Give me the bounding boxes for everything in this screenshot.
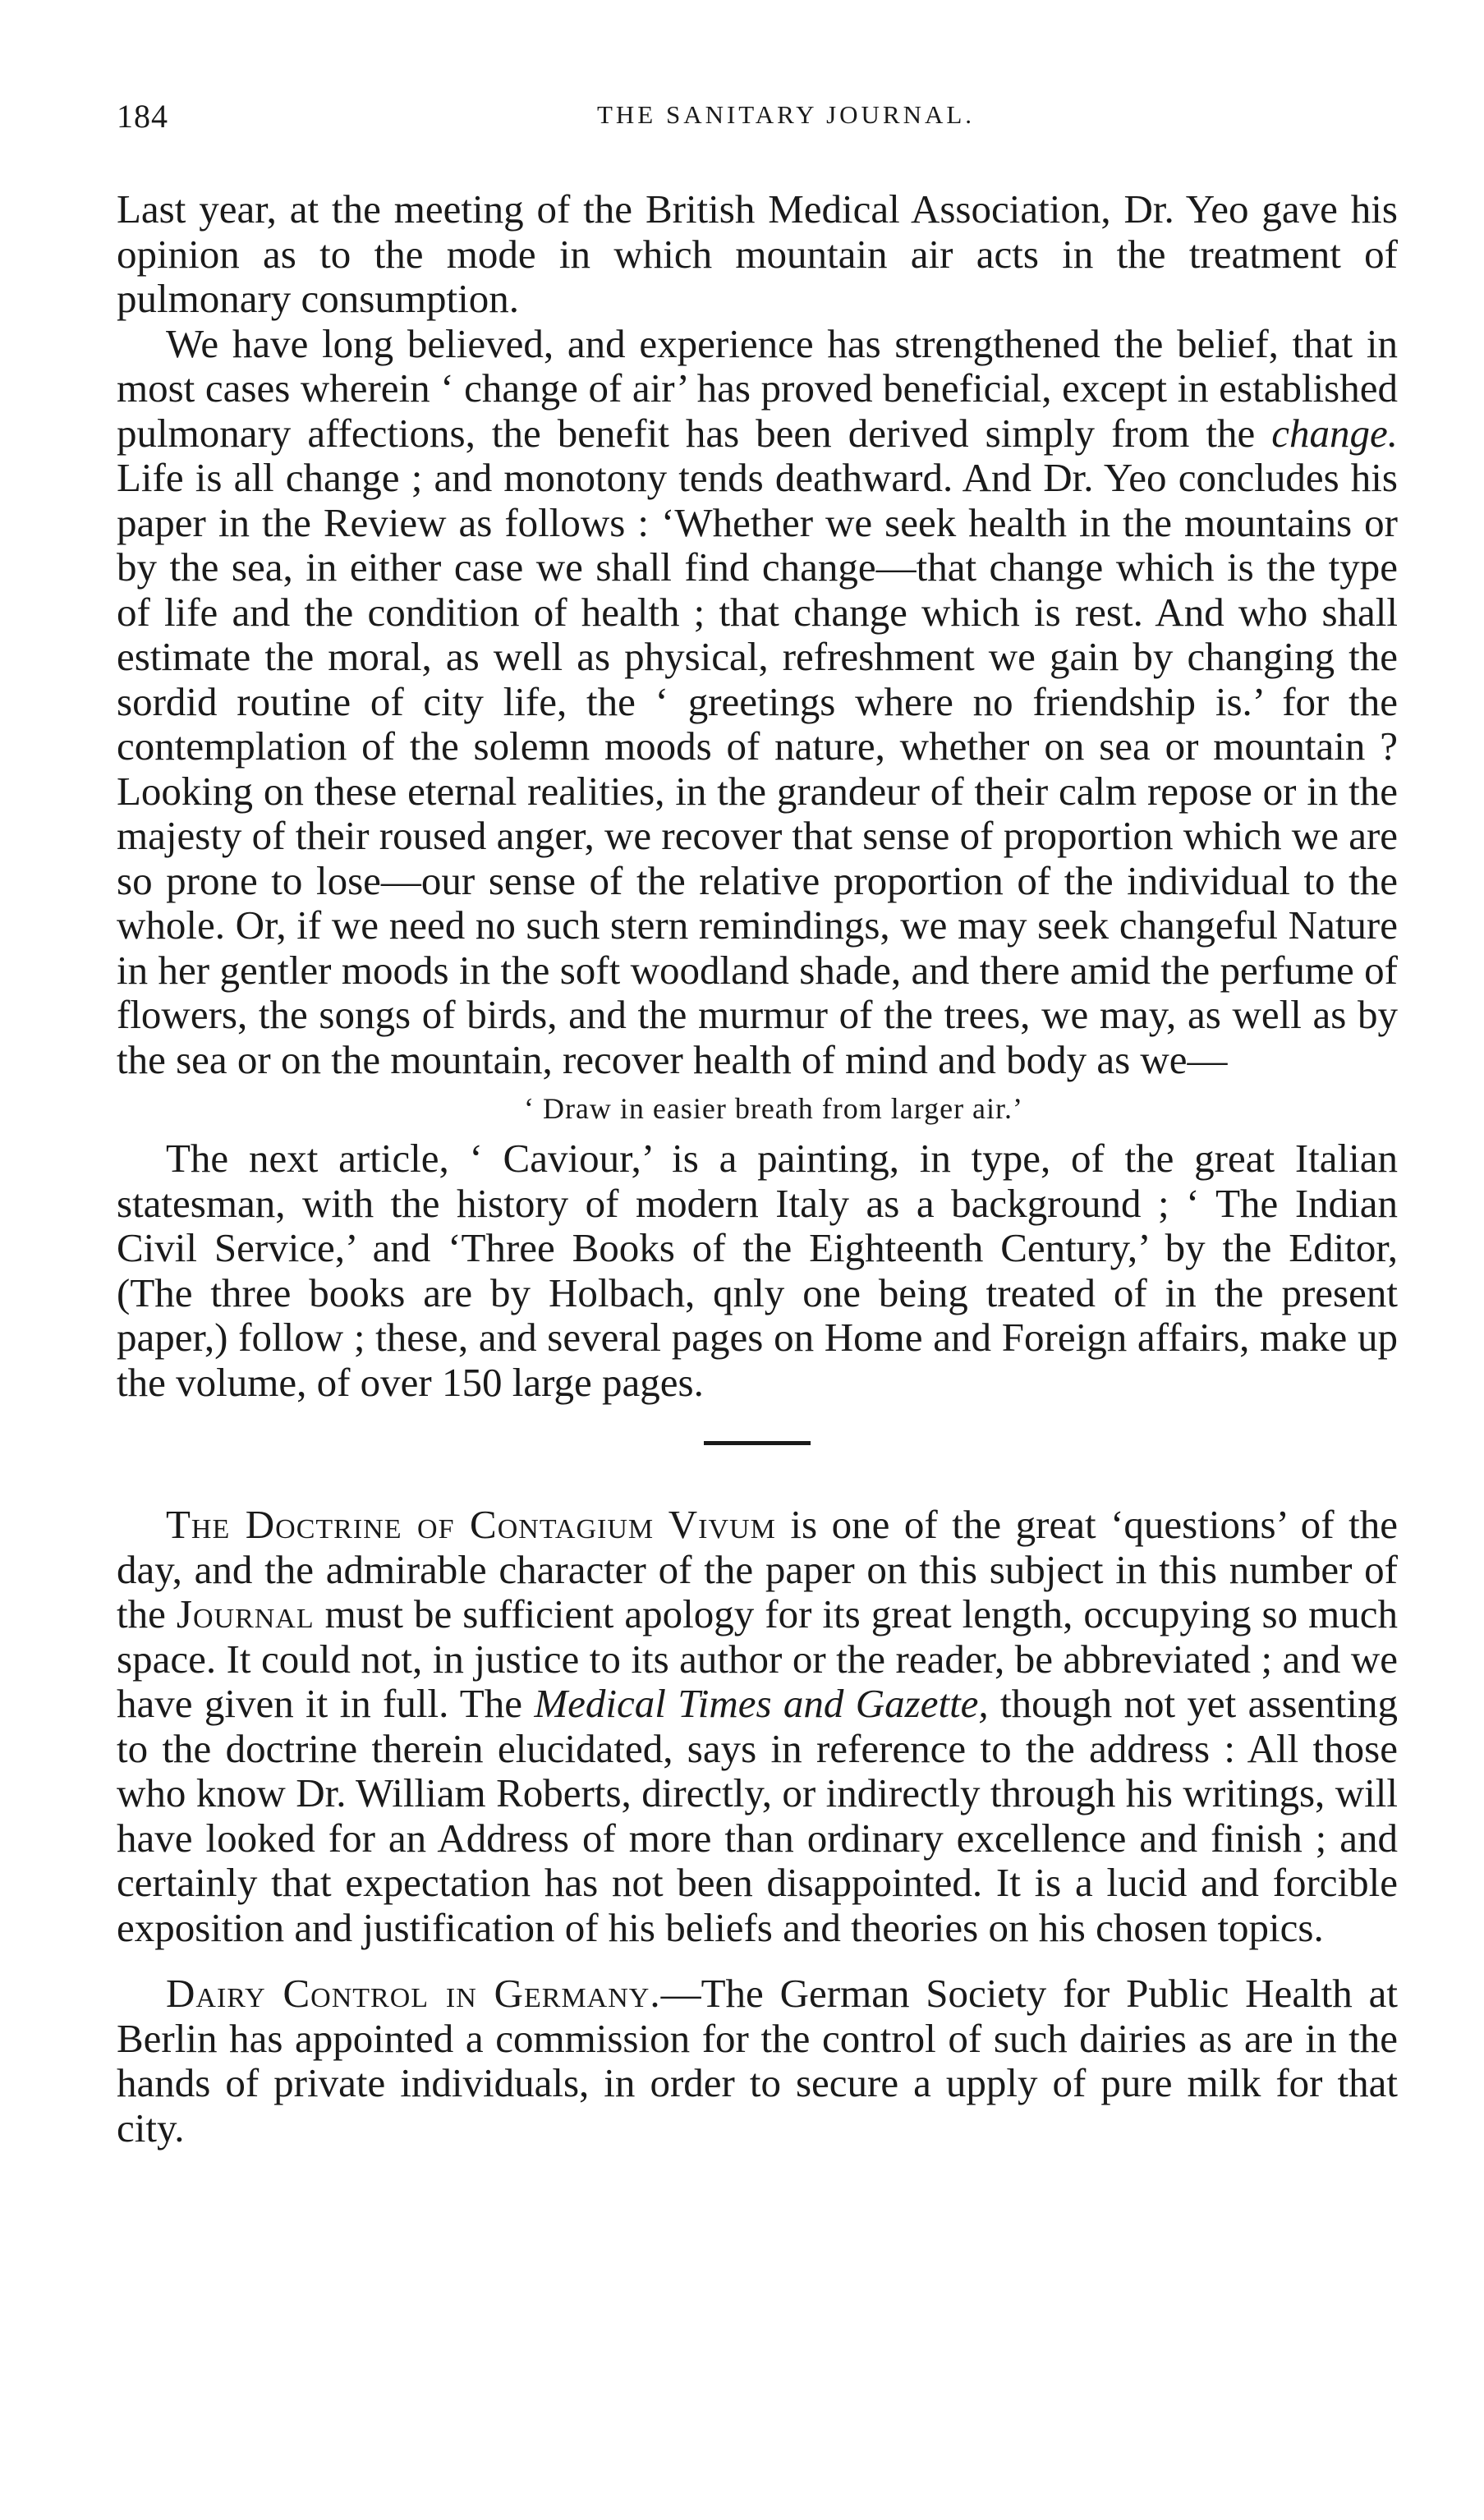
body-text [117,187,1398,2150]
paragraph-change-of-air [117,322,1398,1083]
journal-name: Journal [176,1591,315,1636]
section-lead-dairy: Dairy Control in Germany. [166,1971,661,2016]
verse-quotation: ‘ Draw in easier breath from larger air.’ [523,1092,1024,1125]
contagium-text-2: must be sufficient apology for its great length, occupying so much space. It could not, in justice to its author or the reader, be abbreviated ; and we have given it in full. The [117,1591,1398,1726]
section-lead-contagium: The Doctrine of Contagium Vivum [166,1502,776,1547]
dairy-text: —The German Society for Public Health at Berlin has appointed a commission for the control of such dairies as are in the hands of private individuals, in order to secure a upply of pure milk for that city. [117,1971,1399,2150]
section-divider [704,1441,811,1445]
contagium-text-1: is one of the great ‘questions’ of the day, and the admirable character of the paper on this subject in this number of the [117,1502,1398,1636]
paragraph-yeo-intro: Last year, at the meeting of the British Medical Association, Dr. Yeo gave his opinion as to the mode in which mountain air acts in the treatment of pulmonary consumption. [117,186,1398,321]
contagium-text-3: though not yet assenting to the doctrine therein elucidated, says in reference to the address : All those who know Dr. William Roberts, directly, or indirectly through his writings, will have looked for an Address of more than ordinary excellence and finish ; and certainly that expectation has not been disappointed. It is a lucid and forcible exposition and justification of his beliefs and theories on his chosen topics. [117,1681,1398,1950]
paragraph-change-text-end: Life is all change ; and monotony tends deathward. And Dr. Yeo concludes his paper in the Review as follows : ‘Whether we seek health in the mountains or by the sea, in either case we shall find change—that change which is the type of life and the condition of health ; that change which is rest. And who shall estimate the moral, as well as physical, refreshment we gain by changing the sordid routine of city life, the ‘ greetings where no friendship is.’ for the contemplation of the solemn moods of nature, whether on sea or mountain ? Looking on these eternal realities, in the grandeur of their calm repose or in the majesty of their roused anger, we recover that sense of proportion which we are so prone to lose—our sense of the relative proportion of the individual to the whole. Or, if we need no such stern remindings, we may seek changeful Nature in her gentler moods in the soft woodland shade, and there amid the perfume of flowers, the songs of birds, and the murmur of the trees, we may, as well as by the sea or on the mountain, recover health of mind and body as we— [117,455,1399,1082]
paragraph-contagium-vivum [117,1503,1398,1950]
running-head [117,97,1398,146]
italic-change: change. [1271,410,1398,456]
page-number: 184 [117,98,168,135]
paragraph-change-text-start: We have long believed, and experience has strengthened the belief, that in most cases wherein ‘ change of air’ has proved beneficial, except in established pulmonary affections, the benefit has been derived simply from the [117,320,1398,456]
journal-title: THE SANITARY JOURNAL. [596,100,976,129]
italic-medical-times: Medical Times and Gazette, [534,1681,989,1726]
paragraph-next-article: The next article, ‘ Caviour,’ is a painting, in type, of the great Italian statesman, with the history of modern Italy as a background ; ‘ The Indian Civil Service,’ and ‘Three Books of the Eighteenth Century,’ by the Editor, (The three books are by Holbach, qnly one being treated of in the present paper,) follow ; these, and several pages on Home and Foreign affairs, make up the volume, of over 150 large pages. [117,1136,1398,1405]
paragraph-dairy-control [117,1971,1398,2150]
paragraph-gap [117,1950,1398,1971]
